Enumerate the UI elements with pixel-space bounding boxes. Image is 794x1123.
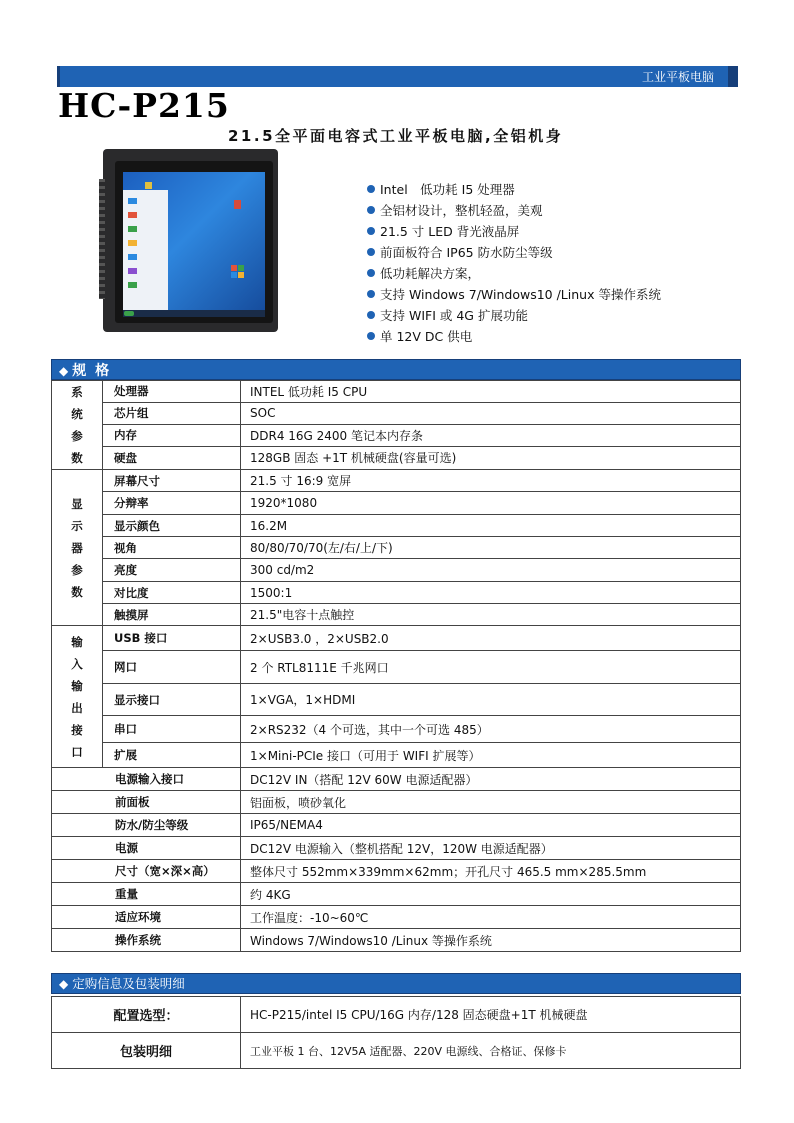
spec-label: 屏幕尺寸	[103, 470, 241, 492]
spec-value: DC12V 电源输入（整机搭配 12V，120W 电源适配器）	[241, 837, 741, 860]
desktop-icon	[145, 182, 152, 189]
bullet-icon	[367, 185, 375, 193]
spec-value: DDR4 16G 2400 笔记本内存条	[241, 424, 741, 446]
product-model: HC-P215	[58, 86, 230, 125]
spec-value: 2×USB3.0 ，2×USB2.0	[241, 626, 741, 651]
spec-section-header	[51, 359, 741, 380]
table-row	[52, 860, 741, 883]
spec-label: 显示颜色	[103, 515, 241, 537]
group-label-display: 显 示 器 参 数	[52, 470, 103, 626]
spec-label: 防水/防尘等级	[52, 814, 241, 837]
group-label-system: 系 统 参 数	[52, 381, 103, 470]
bullet-icon	[367, 206, 375, 214]
start-menu	[123, 190, 168, 310]
order-section-header	[51, 973, 741, 994]
table-row	[52, 446, 741, 469]
spec-value: 80/80/70/70(左/右/上/下)	[241, 537, 741, 559]
spec-label: 触摸屏	[103, 604, 241, 626]
spec-value: 2×RS232（4 个可选，其中一个可选 485）	[241, 716, 741, 743]
spec-label: USB 接口	[103, 626, 241, 651]
spec-value: IP65/NEMA4	[241, 814, 741, 837]
order-value: HC-P215/intel I5 CPU/16G 内存/128 固态硬盘+1T 机械硬盘	[241, 997, 741, 1033]
spec-table	[51, 380, 741, 952]
feature-item: 前面板符合 IP65 防水防尘等级	[367, 242, 661, 263]
bullet-icon	[367, 269, 375, 277]
spec-label: 分辩率	[103, 492, 241, 515]
spec-label: 电源	[52, 837, 241, 860]
table-row	[52, 716, 741, 743]
bullet-icon	[367, 290, 375, 298]
table-row	[52, 768, 741, 791]
spec-value: 约 4KG	[241, 883, 741, 906]
spec-label: 尺寸（宽×深×高）	[52, 860, 241, 883]
product-subtitle: 21.5全平面电容式工业平板电脑,全铝机身	[228, 127, 564, 145]
device-screen	[123, 172, 265, 317]
table-row	[52, 492, 741, 515]
spec-value: 1×VGA，1×HDMI	[241, 684, 741, 716]
spec-label: 适应环境	[52, 906, 241, 929]
table-row	[52, 381, 741, 403]
feature-item: 单 12V DC 供电	[367, 326, 661, 347]
order-value: 工业平板 1 台、12V5A 适配器、220V 电源线、合格证、保修卡	[241, 1033, 741, 1069]
table-row	[52, 470, 741, 492]
table-row	[52, 906, 741, 929]
spec-label: 重量	[52, 883, 241, 906]
table-row	[52, 402, 741, 424]
spec-value: 工作温度：-10~60℃	[241, 906, 741, 929]
table-row	[52, 684, 741, 716]
table-row	[52, 537, 741, 559]
taskbar	[123, 310, 265, 317]
order-label: 配置选型：	[52, 997, 241, 1033]
table-row	[52, 837, 741, 860]
spec-label: 芯片组	[103, 402, 241, 424]
spec-label: 网口	[103, 651, 241, 684]
spec-label: 操作系统	[52, 929, 241, 952]
desktop-icon	[234, 200, 241, 209]
header-bar	[57, 66, 738, 87]
spec-value: 1×Mini-PCIe 接口（可用于 WIFI 扩展等）	[241, 743, 741, 768]
table-row	[52, 929, 741, 952]
order-section-title: 定购信息及包装明细	[72, 976, 185, 991]
table-row	[52, 997, 741, 1033]
table-row	[52, 559, 741, 582]
table-row	[52, 424, 741, 446]
spec-label: 亮度	[103, 559, 241, 582]
spec-label: 内存	[103, 424, 241, 446]
spec-value: 铝面板，喷砂氧化	[241, 791, 741, 814]
table-row	[52, 626, 741, 651]
table-row	[52, 743, 741, 768]
bullet-icon	[367, 248, 375, 256]
spec-label: 硬盘	[103, 446, 241, 469]
table-row	[52, 883, 741, 906]
bullet-icon	[367, 311, 375, 319]
spec-value: SOC	[241, 402, 741, 424]
spec-label: 扩展	[103, 743, 241, 768]
spec-label: 对比度	[103, 582, 241, 604]
spec-value: INTEL 低功耗 I5 CPU	[241, 381, 741, 403]
table-row	[52, 1033, 741, 1069]
spec-value: 128GB 固态 +1T 机械硬盘(容量可选)	[241, 446, 741, 469]
feature-item: 支持 Windows 7/Windows10 /Linux 等操作系统	[367, 284, 661, 305]
spec-label: 串口	[103, 716, 241, 743]
spec-value: 1500:1	[241, 582, 741, 604]
spec-value: 300 cd/m2	[241, 559, 741, 582]
spec-value: 16.2M	[241, 515, 741, 537]
table-row	[52, 515, 741, 537]
group-label-io: 输 入 输 出 接 口	[52, 626, 103, 768]
spec-value: DC12V IN（搭配 12V 60W 电源适配器）	[241, 768, 741, 791]
spec-value: Windows 7/Windows10 /Linux 等操作系统	[241, 929, 741, 952]
product-photo	[103, 149, 278, 332]
spec-value: 21.5"电容十点触控	[241, 604, 741, 626]
spec-value: 整体尺寸 552mm×339mm×62mm；开孔尺寸 465.5 mm×285.5mm	[241, 860, 741, 883]
diamond-icon: ◆	[59, 364, 69, 378]
spec-label: 处理器	[103, 381, 241, 403]
spec-value: 2 个 RTL8111E 千兆网口	[241, 651, 741, 684]
windows-logo-icon	[231, 265, 245, 279]
feature-list	[367, 179, 661, 347]
bullet-icon	[367, 332, 375, 340]
spec-label: 视角	[103, 537, 241, 559]
spec-section-title: 规 格	[72, 363, 112, 379]
spec-label: 电源输入接口	[52, 768, 241, 791]
bullet-icon	[367, 227, 375, 235]
table-row	[52, 651, 741, 684]
feature-item: 低功耗解决方案，	[367, 263, 661, 284]
table-row	[52, 604, 741, 626]
table-row	[52, 582, 741, 604]
start-button-icon	[124, 311, 134, 316]
table-row	[52, 814, 741, 837]
spec-value: 1920*1080	[241, 492, 741, 515]
table-row	[52, 791, 741, 814]
side-vents	[99, 179, 105, 299]
feature-item: 21.5 寸 LED 背光液晶屏	[367, 221, 661, 242]
header-bar-edge	[57, 66, 60, 87]
spec-value: 21.5 寸 16:9 宽屏	[241, 470, 741, 492]
feature-item: 支持 WIFI 或 4G 扩展功能	[367, 305, 661, 326]
feature-item: Intel 低功耗 I5 处理器	[367, 179, 661, 200]
spec-label: 前面板	[52, 791, 241, 814]
category-label: 工业平板电脑	[641, 70, 714, 84]
order-label: 包装明细	[52, 1033, 241, 1069]
feature-item: 全铝材设计，整机轻盈，美观	[367, 200, 661, 221]
spec-label: 显示接口	[103, 684, 241, 716]
diamond-icon: ◆	[59, 977, 69, 991]
order-table	[51, 996, 741, 1069]
